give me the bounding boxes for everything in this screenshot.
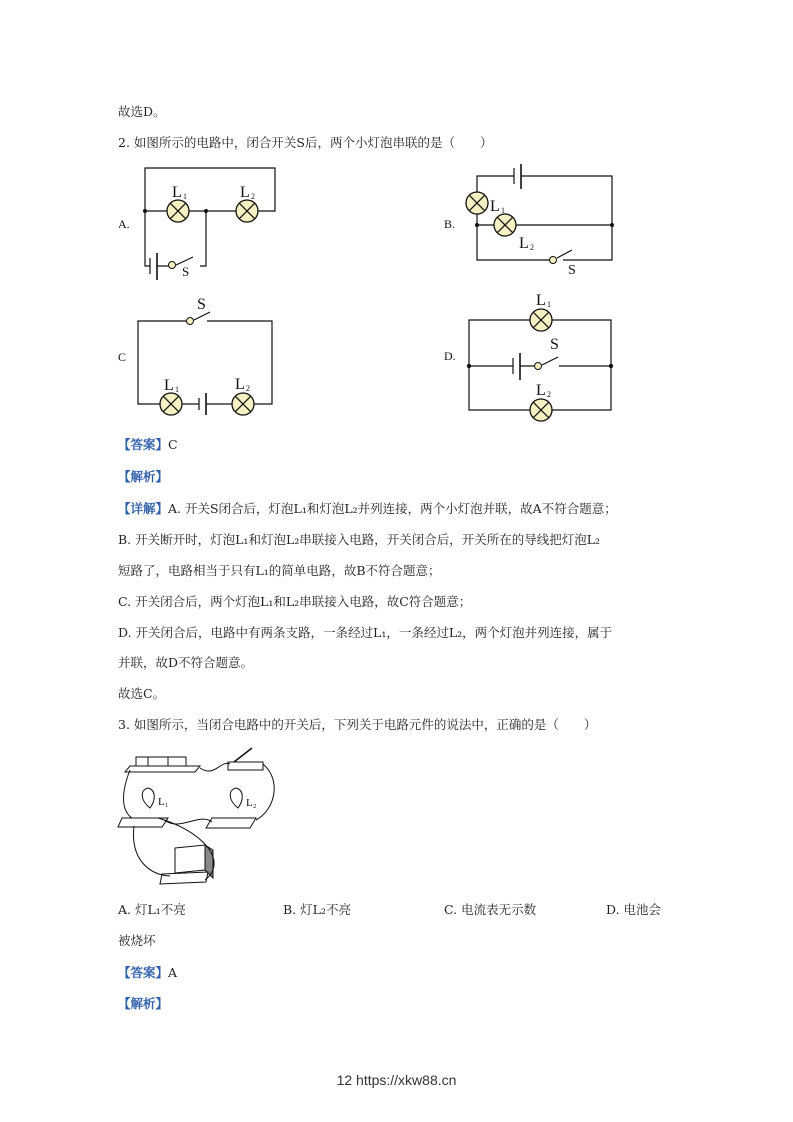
lamp-label-sub: 1 bbox=[183, 192, 187, 201]
lamp-label-sub: 1 bbox=[547, 300, 551, 309]
lamp-icon bbox=[530, 399, 552, 421]
lamp-label: L bbox=[536, 382, 546, 399]
lamp-label-sub: 1 bbox=[175, 385, 179, 394]
lamp-label-sub: 1 bbox=[501, 206, 505, 215]
switch-label: S bbox=[550, 336, 559, 353]
lamp-label: L bbox=[172, 184, 182, 201]
option-a-label: A. bbox=[118, 217, 130, 231]
q2-detail-b1: B. 开关断开时，灯泡L₁和灯泡L₂串联接入电路，开关闭合后，开关所在的导线把灯泡L₂ bbox=[118, 532, 601, 547]
answer-value: C bbox=[168, 437, 178, 452]
lamp-label-sub: 2 bbox=[547, 390, 551, 399]
answer-tag: 【答案】 bbox=[118, 437, 169, 452]
lamp-icon bbox=[160, 393, 182, 415]
q2-analysis-tag: 【解析】 bbox=[118, 469, 169, 484]
switch-label: S bbox=[197, 296, 206, 313]
q2-detail-d2: 并联，故D不符合题意。 bbox=[118, 655, 254, 670]
page-footer: 12 https://xkw88.cn bbox=[336, 1072, 457, 1088]
switch-label: S bbox=[568, 263, 576, 278]
q3-option-d-cont: 被烧坏 bbox=[118, 933, 156, 948]
q2-answer bbox=[118, 437, 178, 453]
q3-stem: 3. 如图所示，当闭合电路中的开关后，下列关于电路元件的说法中，正确的是（ ） bbox=[118, 717, 597, 732]
q3-analysis-tag: 【解析】 bbox=[118, 996, 169, 1011]
q3-answer bbox=[118, 965, 177, 981]
option-b-label: B. bbox=[444, 217, 456, 231]
switch-label: S bbox=[182, 264, 190, 279]
circuit-a bbox=[145, 168, 275, 280]
q3-option-c: C. 电流表无示数 bbox=[444, 902, 537, 917]
q3-circuit-picture bbox=[118, 748, 274, 884]
lamp-icon bbox=[232, 393, 254, 415]
detail-tag: 【详解】 bbox=[118, 501, 169, 516]
q2-conclusion: 故选C。 bbox=[118, 686, 166, 701]
q2-detail-d1: D. 开关闭合后，电路中有两条支路，一条经过L₁，一条经过L₂，两个灯泡并列连接，属于 bbox=[118, 625, 613, 640]
lamp-label: L bbox=[164, 377, 174, 394]
q3-option-b: B. 灯L₂不亮 bbox=[283, 902, 351, 917]
answer-tag: 【答案】 bbox=[118, 965, 169, 980]
lamp-icon bbox=[466, 192, 488, 214]
lamp-label: L bbox=[519, 235, 529, 252]
lamp-icon bbox=[494, 214, 516, 236]
lamp-icon bbox=[167, 200, 189, 222]
q2-stem: 2. 如图所示的电路中，闭合开关S后，两个小灯泡串联的是（ ） bbox=[118, 135, 493, 150]
q3-option-a: A. 灯L₁不亮 bbox=[118, 902, 186, 917]
lamp-label: L bbox=[235, 376, 245, 393]
option-d-label: D. bbox=[444, 349, 456, 363]
q3-lamp-label: L₂ bbox=[246, 797, 257, 809]
lamp-icon bbox=[236, 200, 258, 222]
lamp-label: L bbox=[240, 184, 250, 201]
lamp-icon bbox=[530, 309, 552, 331]
lamp-label-sub: 2 bbox=[251, 192, 255, 201]
option-c-label: C bbox=[118, 350, 127, 364]
lamp-label-sub: 2 bbox=[246, 384, 250, 393]
lamp-label-sub: 2 bbox=[530, 243, 534, 252]
q3-lamp-label: L₁ bbox=[158, 796, 169, 808]
q2-detail-c: C. 开关闭合后，两个灯泡L₁和L₂串联接入电路，故C符合题意； bbox=[118, 594, 472, 609]
prev-conclusion: 故选D。 bbox=[118, 104, 166, 119]
q2-detail-b2: 短路了，电路相当于只有L₁的简单电路，故B不符合题意； bbox=[118, 563, 441, 578]
q2-detail-a bbox=[118, 501, 617, 517]
lamp-label: L bbox=[490, 198, 500, 215]
lamp-label: L bbox=[536, 292, 546, 309]
answer-value: A bbox=[168, 965, 178, 980]
q3-option-d: D. 电池会 bbox=[606, 902, 662, 917]
detail-text: A. 开关S闭合后，灯泡L₁和灯泡L₂并列连接，两个小灯泡并联，故A不符合题意； bbox=[168, 501, 617, 516]
